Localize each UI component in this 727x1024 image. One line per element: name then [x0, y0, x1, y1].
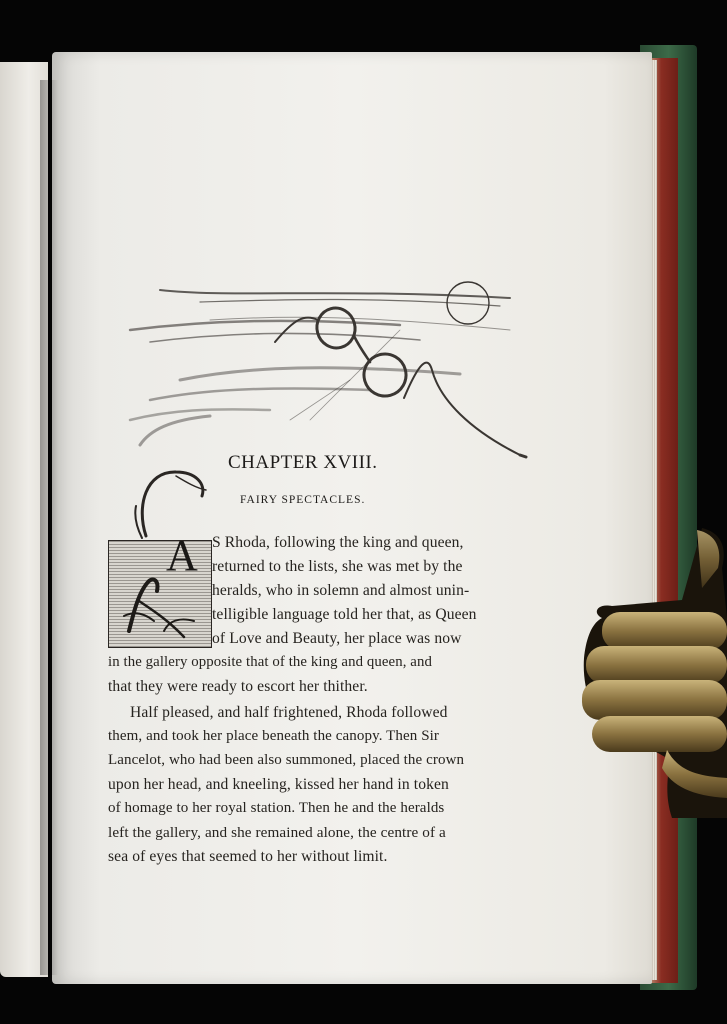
text-line: S Rhoda, following the king and queen,: [212, 534, 464, 551]
text-line: upon her head, and kneeling, kissed her hand in token: [108, 776, 449, 793]
text-line: Half pleased, and half frightened, Rhoda followed: [130, 704, 448, 721]
text-line: them, and took her place beneath the canopy. Then Sir: [108, 728, 440, 744]
text-line: left the gallery, and she remained alone, the centre of a: [108, 824, 446, 841]
chapter-title: CHAPTER XVIII.: [228, 452, 378, 473]
text-line: that they were ready to escort her thither.: [108, 678, 368, 695]
text-line: in the gallery opposite that of the king and queen, and: [108, 654, 432, 670]
text-line: Lancelot, who had been also summoned, placed the crown: [108, 752, 465, 768]
text-line: telligible language told her that, as Queen: [212, 606, 477, 623]
dropcap-letter: A: [166, 531, 198, 580]
spectacles-illustration: [110, 270, 530, 470]
text-line: returned to the lists, she was met by the: [212, 558, 463, 575]
gutter-shadow: [40, 80, 58, 975]
text-line: of homage to her royal station. Then he and the heralds: [108, 800, 445, 816]
brass-hand-bookend: [572, 528, 727, 818]
text-line: of Love and Beauty, her place was now: [212, 630, 462, 647]
text-line: sea of eyes that seemed to her without limit.: [108, 848, 388, 865]
chapter-subtitle: FAIRY SPECTACLES.: [240, 494, 366, 506]
text-line: heralds, who in solemn and almost unin-: [212, 582, 470, 599]
